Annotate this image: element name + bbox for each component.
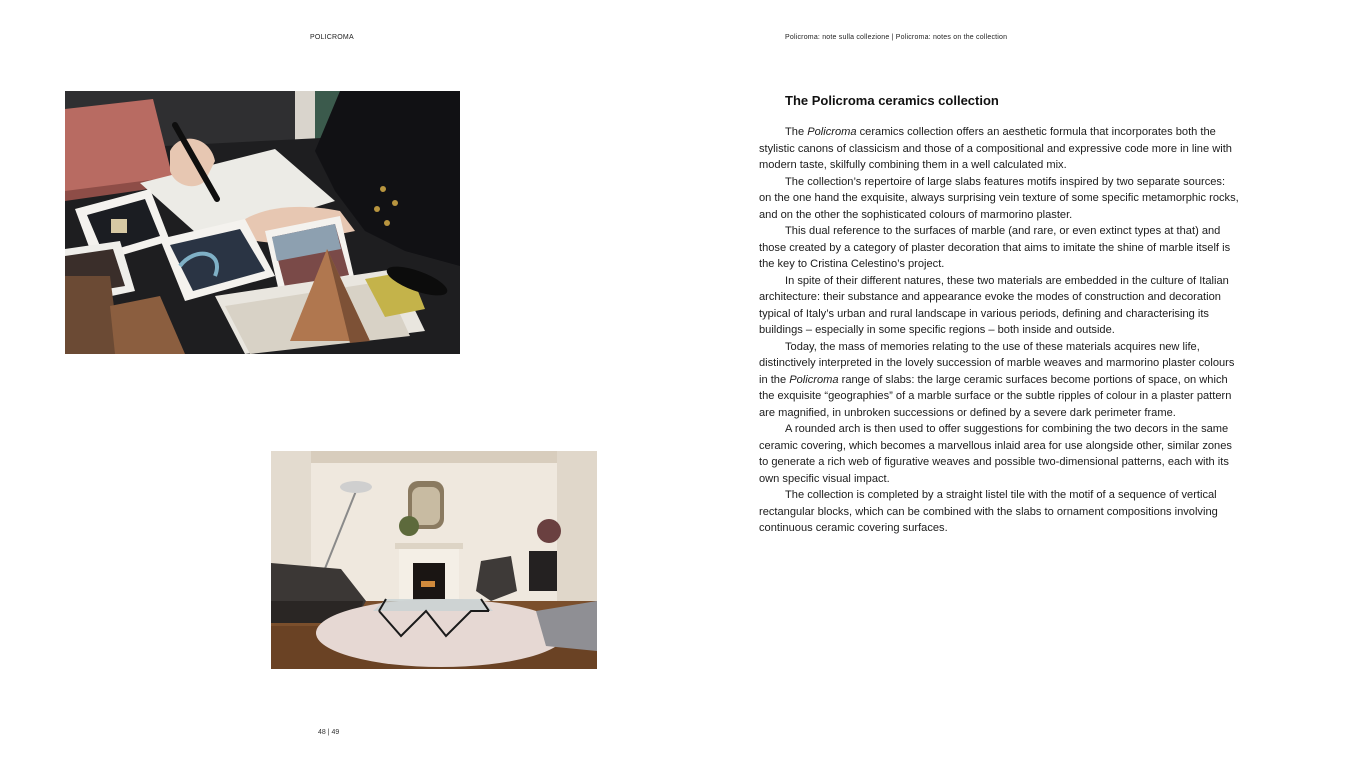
article xyxy=(759,93,1239,537)
paragraph-5: Today, the mass of memories relating to the use of these materials acquires new life, distinctively interpreted in the lovely succession of marble weaves and marmorino plaster colours in the Policroma range of slabs: the large ceramic surfaces become portions of space, on which the exquisite “geographies” of a marble surface or the subtle ripples of colour in a plaster pattern are magnified, in unbroken successions or defined by a severe dark perimeter frame. xyxy=(759,340,1235,419)
page-numbers: 48 | 49 xyxy=(318,729,340,736)
running-head-left: POLICROMA xyxy=(310,34,354,41)
paragraph-3: This dual reference to the surfaces of marble (and rare, or even extinct types at that) and those created by a category of plaster decoration that aims to imitate the shine of marble itself is the key to Cristina Celestino’s project. xyxy=(759,225,1231,270)
living-room-photo xyxy=(271,451,597,669)
article-title: The Policroma ceramics collection xyxy=(785,93,999,108)
paragraph-1: The Policroma ceramics collection offers an aesthetic formula that incorporates both the stylistic canons of classicism and those of a compositional and expressive code more in line with modern taste, skilfully combining them in a well calculated mix. xyxy=(759,126,1232,171)
paragraph-7: The collection is completed by a straight listel tile with the motif of a sequence of vertical rectangular blocks, which can be combined with the slabs to ornament compositions involving continuous ceramic covering surfaces. xyxy=(759,489,1218,534)
paragraph-4: In spite of their different natures, these two materials are embedded in the culture of Italian architecture: their substance and appearance evoke the modes of construction and decoration typical of Italy’s urban and rural landscape in various periods, defining and characterising its buildings – especially in some specific regions – both inside and outside. xyxy=(759,274,1229,336)
running-head-right: Policroma: note sulla collezione | Policroma: notes on the collection xyxy=(785,34,1008,41)
paragraph-2: The collection’s repertoire of large slabs features motifs inspired by two separate sources: on the one hand the exquisite, always surprising vein texture of some specific metamorphic rocks, and on the other the sophisticated colours of marmorino plaster. xyxy=(759,175,1239,221)
paragraph-6: A rounded arch is then used to offer suggestions for combining the two decors in the same ceramic covering, which becomes a marvellous inlaid area for use alongside other, similar zones to generate a rich web of figurative weaves and possible two-dimensional patterns, each with its own specific visual impact. xyxy=(759,423,1232,485)
desk-photo xyxy=(65,91,460,354)
